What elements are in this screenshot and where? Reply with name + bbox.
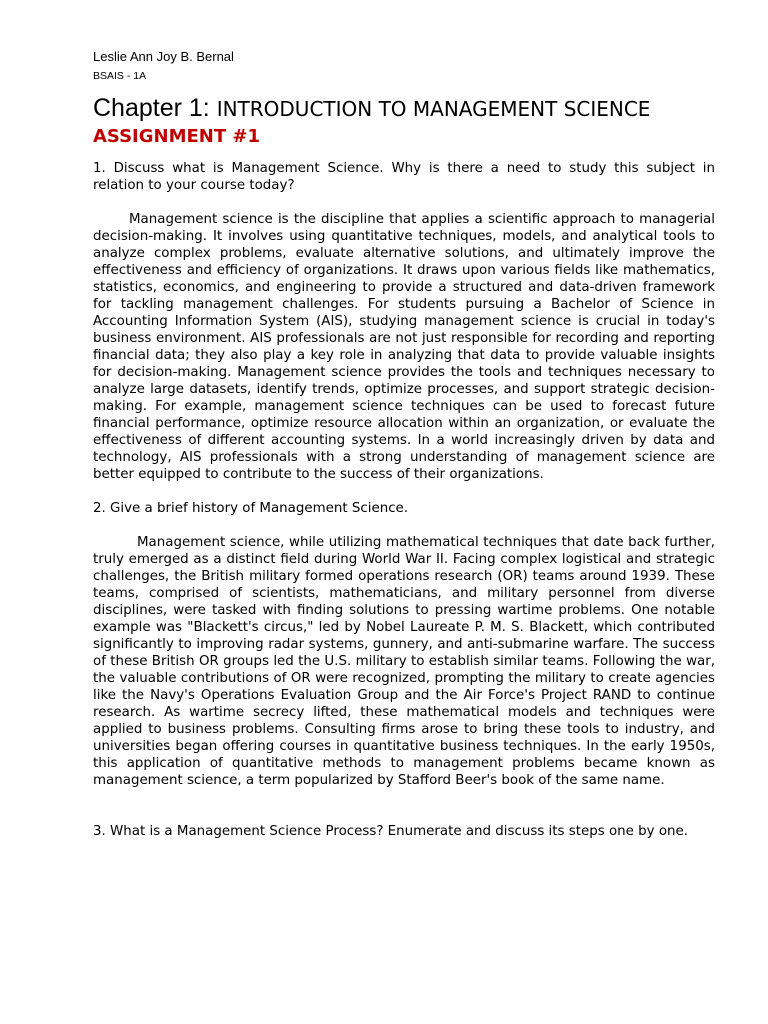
chapter-prefix: Chapter 1: (93, 94, 217, 122)
course-section: BSAIS - 1A (93, 70, 147, 82)
answer-1: Management science is the discipline that applies a scientific approach to managerial decision-making. It involves using quantitative techniques, models, and analytical tools to analyze complex problems, evaluate alternative solutions, and ultimately improve the effectiveness and efficiency of organizations. It draws upon various fields like mathematics, statistics, economics, and engineering to provide a structured and data-driven framework for tackling management challenges. For students pursuing a Bachelor of Science in Accounting Information System (AIS), studying management science is crucial in today's business environment. AIS professionals are not just responsible for recording and reporting financial data; they also play a key role in analyzing that data to provide valuable insights for decision-making. Management science provides the tools and techniques necessary to analyze large datasets, identify trends, optimize processes, and support strategic decision-making. For example, management science techniques can be used to forecast future financial performance, optimize resource allocation within an organization, or evaluate the effectiveness of different accounting systems. In a world increasingly driven by data and technology, AIS professionals with a strong understanding of management science are better equipped to contribute to the success of their organizations. (93, 212, 715, 482)
question-3: 3. What is a Management Science Process? Enumerate and discuss its steps one by one. (93, 824, 688, 839)
answer-2: Management science, while utilizing mathematical techniques that date back further, truly emerged as a distinct field during World War II. Facing complex logistical and strategic challenges, the British military formed operations research (OR) teams around 1939. These teams, comprised of scientists, mathematicians, and military personnel from diverse disciplines, were tasked with finding solutions to pressing wartime problems. One notable example was "Blackett's circus," led by Nobel Laureate P. M. S. Blackett, which contributed significantly to improving radar systems, gunnery, and anti-submarine warfare. The success of these British OR groups led the U.S. military to establish similar teams. Following the war, the valuable contributions of OR were recognized, prompting the military to create agencies like the Navy's Operations Evaluation Group and the Air Force's Project RAND to continue research. As wartime secrecy lifted, these mathematical models and techniques were applied to business problems. Consulting firms arose to bring these tools to industry, and universities began offering courses in quantitative business techniques. In the early 1950s, this application of quantitative methods to management problems became known as management science, a term popularized by Stafford Beer's book of the same name. (93, 535, 715, 788)
author-name: Leslie Ann Joy B. Bernal (93, 49, 234, 64)
document-page (93, 48, 715, 840)
assignment-title: ASSIGNMENT #1 (93, 126, 261, 147)
question-2: 2. Give a brief history of Management Science. (93, 501, 409, 516)
chapter-heading (93, 93, 715, 126)
chapter-title: INTRODUCTION TO MANAGEMENT SCIENCE (216, 97, 651, 121)
question-1: 1. Discuss what is Management Science. Why is there a need to study this subject in relation to your course today? (93, 161, 715, 193)
